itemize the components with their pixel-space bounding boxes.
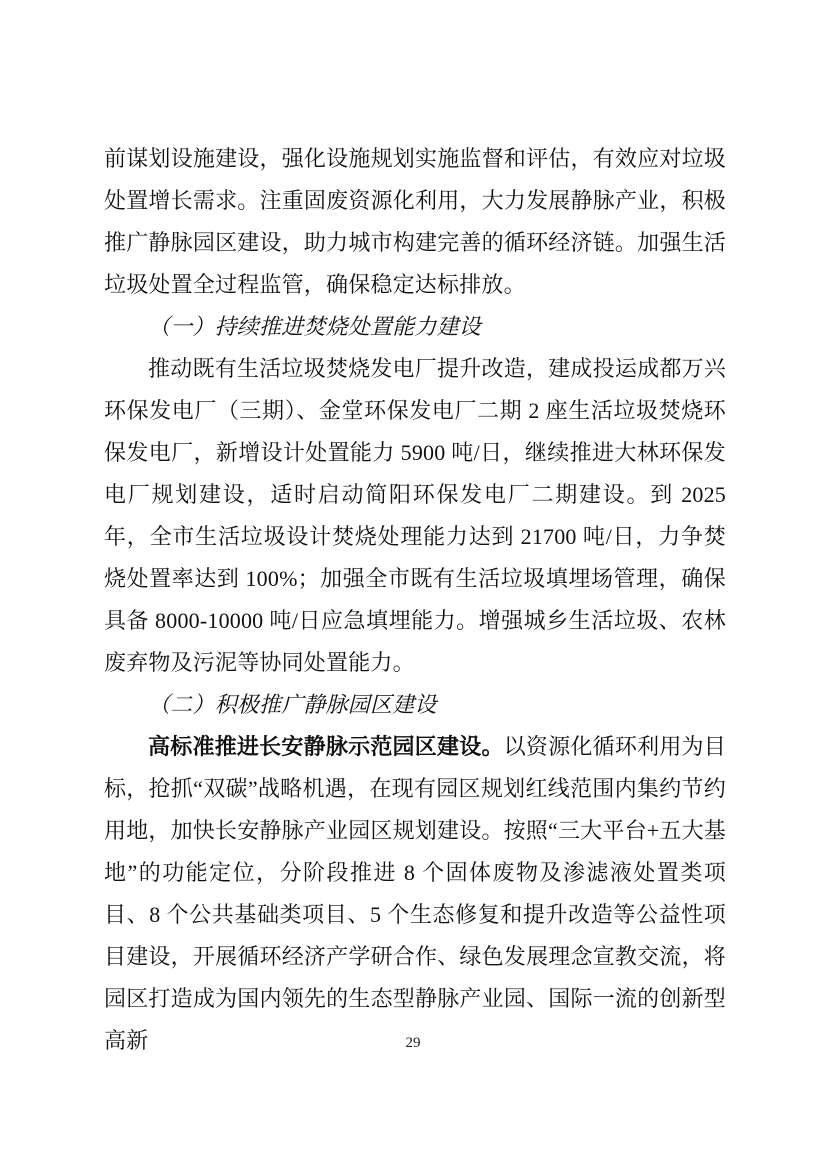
paragraph-jingmai-park (104, 726, 726, 1062)
paragraph-incineration-capacity: 推动既有生活垃圾焚烧发电厂提升改造，建成投运成都万兴环保发电厂（三期）、金堂环保发电厂二期 2 座生活垃圾焚烧环保发电厂，新增设计处置能力 5900 吨/日，继续推进大林环保发电厂规划建设，适时启动简阳环保发电厂二期建设。到 2025 年，全市生活垃圾设计焚烧处理能力达到 21700 吨/日，力争焚烧处置率达到 100%；加强全市既有生活垃圾填埋场管理，确保具备 8000-10000 吨/日应急填埋能力。增强城乡生活垃圾、农林废弃物及污泥等协同处置能力。 (104, 356, 726, 675)
section-heading-2: （二）积极推广静脉园区建设 (148, 692, 437, 717)
paragraph-bold-lead: 高标准推进长安静脉示范园区建设。 (148, 734, 504, 759)
paragraph-continuation: 前谋划设施建设，强化设施规划实施监督和评估，有效应对垃圾处置增长需求。注重固废资源化利用，大力发展静脉产业，积极推广静脉园区建设，助力城市构建完善的循环经济链。加强生活垃圾处置全过程监管，确保稳定达标排放。 (104, 146, 726, 297)
document-body (104, 138, 726, 1062)
section-heading-1: （一）持续推进焚烧处置能力建设 (148, 314, 482, 339)
page-number: 29 (405, 1035, 421, 1051)
paragraph-bold-lead-rest: 以资源化循环利用为目标，抢抓“双碳”战略机遇，在现有园区规划红线范围内集约节约用地，加快长安静脉产业园区规划建设。按照“三大平台+五大基地”的功能定位，分阶段推进 8 个固体废物及渗滤液处置类项目、8 个公共基础类项目、5 个生态修复和提升改造等公益性项目建设，开展循环经济产学研合作、绿色发展理念宣教交流，将园区打造成为国内领先的生态型静脉产业园、国际一流的创新型高新 (104, 734, 726, 1053)
